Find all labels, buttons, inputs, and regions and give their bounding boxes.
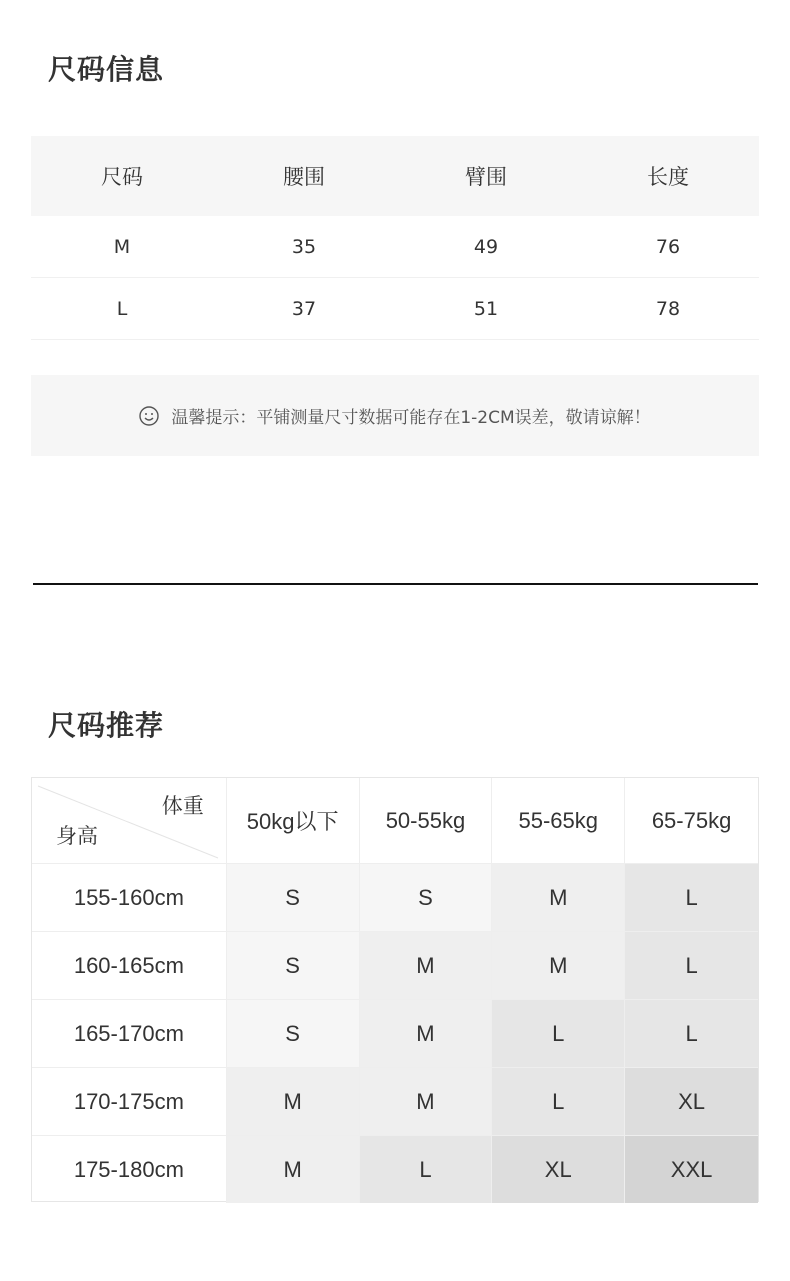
table-cell: 37 bbox=[291, 297, 317, 320]
table-cell: 49 bbox=[473, 235, 499, 258]
header-cell: 尺码 bbox=[101, 165, 143, 189]
height-label: 165-170cm bbox=[73, 1020, 184, 1046]
tip-text: 温馨提示：平铺测量尺寸数据可能存在1-2CM误差，敬请谅解！ bbox=[171, 408, 651, 428]
table-row bbox=[31, 216, 759, 278]
size-cell: L bbox=[491, 1068, 624, 1135]
table-row bbox=[32, 931, 758, 999]
measurement-tip bbox=[31, 375, 759, 456]
size-cell: S bbox=[226, 1000, 359, 1067]
size-cell: L bbox=[624, 864, 758, 931]
table-cell: L bbox=[116, 297, 128, 320]
size-info-header-row bbox=[31, 136, 759, 216]
weight-header: 55-65kg bbox=[491, 778, 624, 863]
recommend-header-row bbox=[32, 778, 758, 863]
size-recommend-title: 尺码推荐 bbox=[48, 709, 165, 742]
size-cell: M bbox=[226, 1136, 359, 1203]
size-cell: XL bbox=[491, 1136, 624, 1203]
table-cell: 76 bbox=[655, 235, 681, 258]
smile-icon bbox=[139, 406, 159, 426]
size-cell: L bbox=[624, 932, 758, 999]
size-cell: S bbox=[226, 864, 359, 931]
size-info-table bbox=[31, 136, 759, 340]
header-cell: 腰围 bbox=[283, 165, 325, 189]
table-row bbox=[32, 1067, 758, 1135]
corner-weight-label: 体重 bbox=[161, 794, 204, 818]
corner-cell bbox=[32, 778, 226, 863]
size-cell: L bbox=[359, 1136, 492, 1203]
corner-height-label: 身高 bbox=[56, 824, 98, 848]
size-cell: M bbox=[226, 1068, 359, 1135]
size-cell: XL bbox=[624, 1068, 758, 1135]
table-row bbox=[31, 278, 759, 340]
size-cell: S bbox=[359, 864, 492, 931]
weight-header: 50-55kg bbox=[359, 778, 492, 863]
size-recommend-table bbox=[31, 777, 759, 1202]
table-cell: M bbox=[113, 235, 131, 258]
size-cell: XXL bbox=[624, 1136, 758, 1203]
weight-header: 50kg以下 bbox=[226, 778, 359, 863]
size-info-title: 尺码信息 bbox=[48, 53, 165, 86]
table-row bbox=[32, 863, 758, 931]
table-cell: 51 bbox=[473, 297, 499, 320]
table-cell: 78 bbox=[655, 297, 681, 320]
height-label: 155-160cm bbox=[73, 884, 184, 910]
height-label: 175-180cm bbox=[73, 1156, 184, 1182]
size-cell: S bbox=[226, 932, 359, 999]
size-cell: M bbox=[491, 932, 624, 999]
weight-header: 65-75kg bbox=[624, 778, 758, 863]
header-cell: 臂围 bbox=[465, 165, 507, 189]
header-cell: 长度 bbox=[647, 165, 689, 189]
size-cell: L bbox=[624, 1000, 758, 1067]
table-row bbox=[32, 999, 758, 1067]
size-cell: M bbox=[359, 1068, 492, 1135]
size-cell: M bbox=[491, 864, 624, 931]
size-cell: M bbox=[359, 1000, 492, 1067]
height-label: 170-175cm bbox=[73, 1088, 184, 1114]
table-cell: 35 bbox=[291, 235, 317, 258]
table-row bbox=[32, 1135, 758, 1203]
size-cell: L bbox=[491, 1000, 624, 1067]
size-cell: M bbox=[359, 932, 492, 999]
height-label: 160-165cm bbox=[73, 952, 184, 978]
section-divider bbox=[33, 583, 758, 585]
